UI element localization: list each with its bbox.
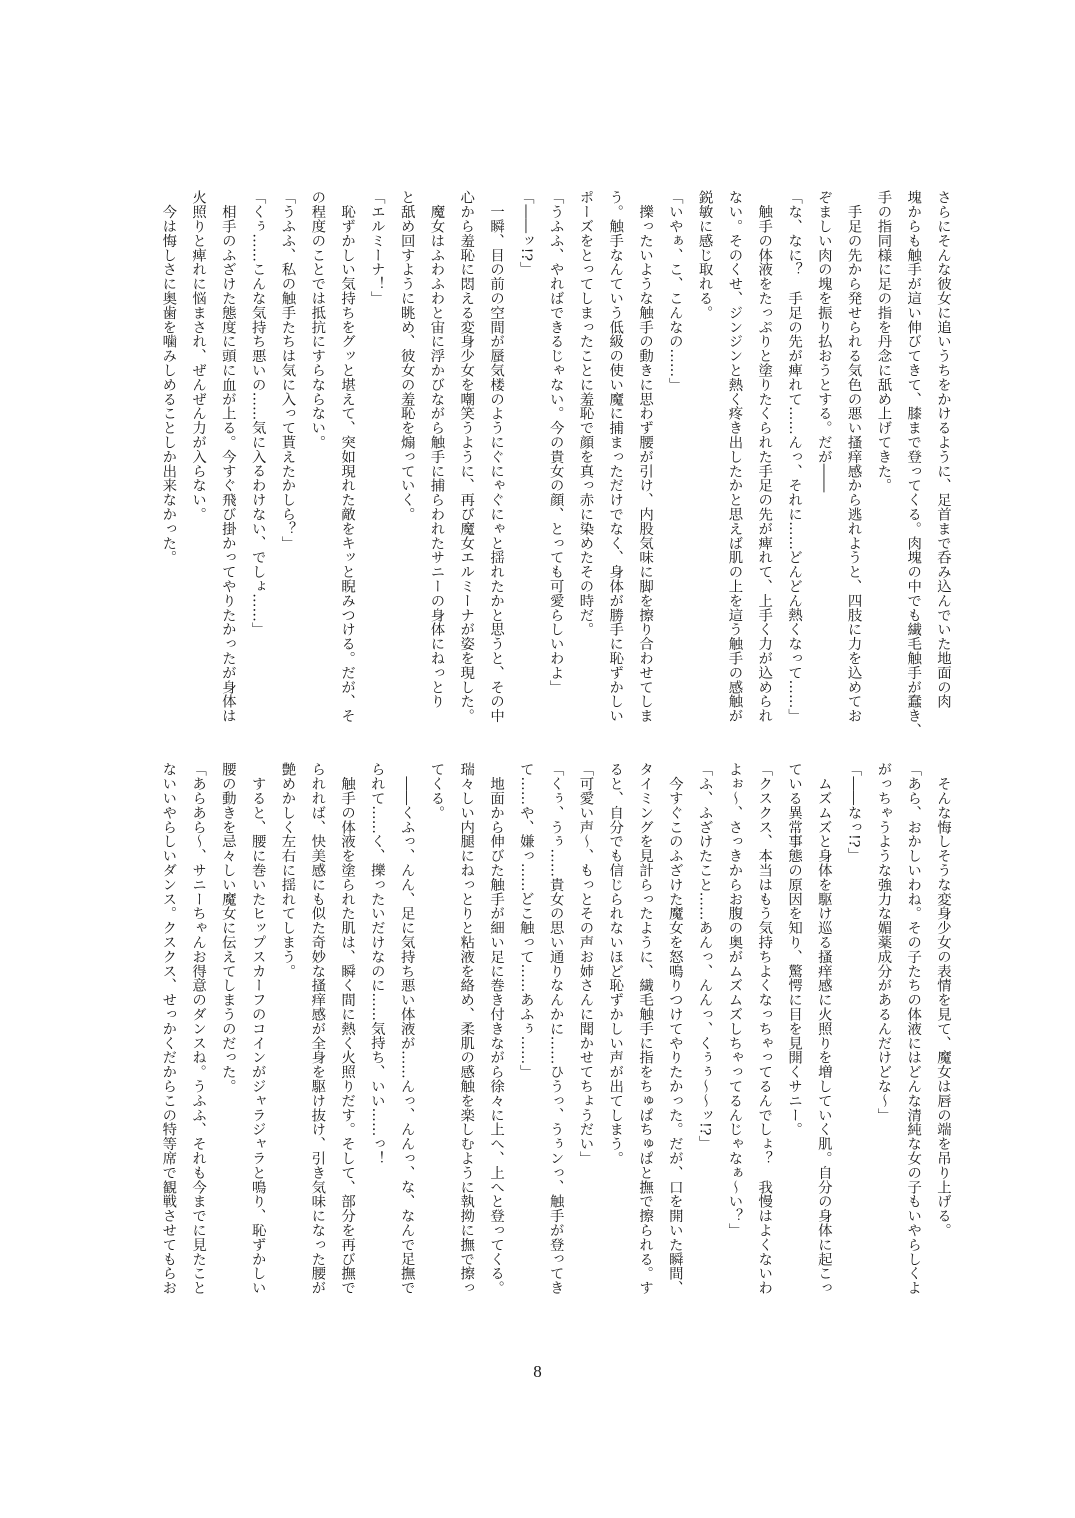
text-column: 鋭敏に感じ取れる。: [696, 190, 713, 320]
text-column: 「クスクス、本当はもう気持ちよくなっちゃってるんでしょ？ 我慢はよくないわ: [756, 762, 773, 1295]
text-column: 「可愛い声～、もっとその声お姉さんに聞かせてちょうだい」: [577, 762, 594, 1166]
text-column: よぉ～、さっきからお腹の奥がムズムズしちゃってるんじゃなぁ～い？」: [726, 762, 743, 1238]
text-column: 手の指同様に足の指を丹念に舐め上げてきた。: [875, 190, 892, 493]
text-column: ないいやらしいダンス。クスクス、せっかくだからこの特等席で観戦させてもらお: [160, 762, 177, 1295]
text-column: て……や、嫌っ……どこ触って……あふぅ……」: [517, 762, 534, 1079]
text-column: 瑞々しい内腿にねっとりと粘液を絡め、柔肌の感触を楽しむように執拗に撫で擦っ: [458, 762, 475, 1295]
text-column: 火照りと痺れに悩まされ、ぜんぜん力が入らない。: [190, 190, 207, 522]
text-column: 「エルミーナ！」: [368, 190, 385, 306]
text-column: 一瞬、目の前の空間が蜃気楼のようにぐにゃぐにゃと揺れたかと思うと、その中: [488, 190, 505, 723]
text-column: てくる。: [428, 762, 445, 820]
text-column: タイミングを見計らったように、繊毛触手に指をちゅぱちゅぱと撫で擦られる。す: [637, 762, 654, 1295]
text-column: 擽ったいような触手の動きに思わず腰が引け、内股気味に脚を擦り合わせてしま: [637, 190, 654, 723]
text-column: 「――なっ!?」: [845, 762, 862, 862]
text-column: の程度のことでは抵抗にすらならない。: [309, 190, 326, 450]
text-column: 触手の体液を塗られた肌は、瞬く間に熱く火照りだす。そして、部分を再び撫で: [339, 762, 356, 1295]
text-column: ぞましい肉の塊を振り払おうとする。だが――: [815, 190, 832, 493]
text-column: 今すぐこのふざけた魔女を怒鳴りつけてやりたかった。だが、口を開いた瞬間、: [666, 762, 683, 1295]
text-column: ムズムズと身体を駆け巡る搔痒感に火照りを増していく肌。自分の身体に起こっ: [815, 762, 832, 1295]
text-column: られれば、快美感にも似た奇妙な搔痒感が全身を駆け抜け、引き気味になった腰が: [309, 762, 326, 1295]
text-column: 心から羞恥に悶える変身少女を嘲笑うように、再び魔女エルミーナが姿を現した。: [458, 190, 475, 723]
text-column: 艶めかしく左右に揺れてしまう。: [279, 762, 296, 978]
text-column: 魔女はふわふわと宙に浮かびながら触手に捕らわれたサニーの身体にねっとり: [428, 190, 445, 709]
text-column: 「な、なに？ 手足の先が痺れて……んっ、それに……どんどん熱くなって……」: [786, 190, 803, 723]
text-column: 「――ッ!?」: [517, 190, 534, 276]
text-column: 「うふふ、私の触手たちは気に入って貰えたかしら？」: [279, 190, 296, 550]
text-column: 「ふ、ふざけたこと……あんっ、んんっ、くぅぅ～～ッ!?」: [696, 762, 713, 1150]
text-column: ない。そのくせ、ジンジンと熱く疼き出したかと思えば肌の上を這う触手の感触が: [726, 190, 743, 723]
upper-text-block: [152, 190, 957, 738]
text-column: 今は悔しさに奥歯を噛みしめることしか出来なかった。: [160, 190, 177, 565]
text-column: 触手の体液をたっぷりと塗りたくられた手足の先が痺れて、上手く力が込められ: [756, 190, 773, 723]
text-column: ――くふっ、んん、足に気持ち悪い体液が……んっ、んんっ、な、なんで足撫で: [398, 762, 415, 1295]
text-column: 「あら、おかしいわね。その子たちの体液にはどんな清純な女の子もいやらしくよ: [905, 762, 922, 1295]
text-column: さらにそんな彼女に追いうちをかけるように、足首まで呑み込んでいた地面の肉: [935, 190, 951, 709]
text-column: 「くぅ……こんな気持ち悪いの……気に入るわけない、でしょ……」: [249, 190, 266, 637]
page-number: 8: [533, 1362, 542, 1381]
lower-text-block: [152, 762, 957, 1310]
text-column: う。触手なんていう低級の使い魔に捕まっただけでなく、身体が勝手に恥ずかしい: [607, 190, 624, 723]
text-column: られて……く、擽ったいだけなのに……気持ち、いい……っ！: [368, 762, 385, 1166]
text-column: 手足の先から発せられる気色の悪い搔痒感から逃れようと、四肢に力を込めてお: [845, 190, 862, 723]
text-column: 「くぅ、うぅ……貴女の思い通りなんかに……ひうっ、うぅンっ、触手が登ってき: [547, 762, 564, 1295]
text-column: 腰の動きを忌々しい魔女に伝えてしまうのだった。: [219, 762, 236, 1094]
text-column: ポーズをとってしまったことに羞恥で顔を真っ赤に染めたその時だ。: [577, 190, 594, 637]
text-column: がっちゃうような強力な媚薬成分があるんだけどな～」: [875, 762, 892, 1122]
text-column: ると、自分でも信じられないほど恥ずかしい声が出てしまう。: [607, 762, 624, 1166]
text-column: 「いやぁ、こ、こんなの……」: [666, 190, 683, 392]
text-column: そんな悔しそうな変身少女の表情を見て、魔女は唇の端を吊り上げる。: [935, 762, 951, 1238]
text-column: と舐め回すように眺め、彼女の羞恥を煽っていく。: [398, 190, 415, 522]
text-column: ている異常事態の原因を知り、驚愕に目を見開くサニー。: [786, 762, 803, 1137]
text-column: 地面から伸びた触手が細い足に巻き付きながら徐々に上へ、上へと登ってくる。: [488, 762, 505, 1295]
text-column: 「うふふ、やればできるじゃない。今の貴女の顔、とっても可愛らしいわよ」: [547, 190, 564, 694]
text-column: 塊からも触手が這い伸びてきて、膝まで登ってくる。肉塊の中でも繊毛触手が蠢き、: [905, 190, 922, 738]
text-column: 相手のふざけた態度に頭に血が上る。今すぐ飛び掛かってやりたかったが身体は: [219, 190, 236, 723]
text-column: 恥ずかしい気持ちをグッと堪えて、突如現れた敵をキッと睨みつける。だが、そ: [339, 190, 356, 723]
text-column: すると、腰に巻いたヒップスカーフのコインがジャラジャラと鳴り、恥ずかしい: [249, 762, 266, 1295]
text-column: 「あらあら～、サニーちゃんお得意のダンスね。うふふ、それも今までに見たこと: [190, 762, 207, 1295]
